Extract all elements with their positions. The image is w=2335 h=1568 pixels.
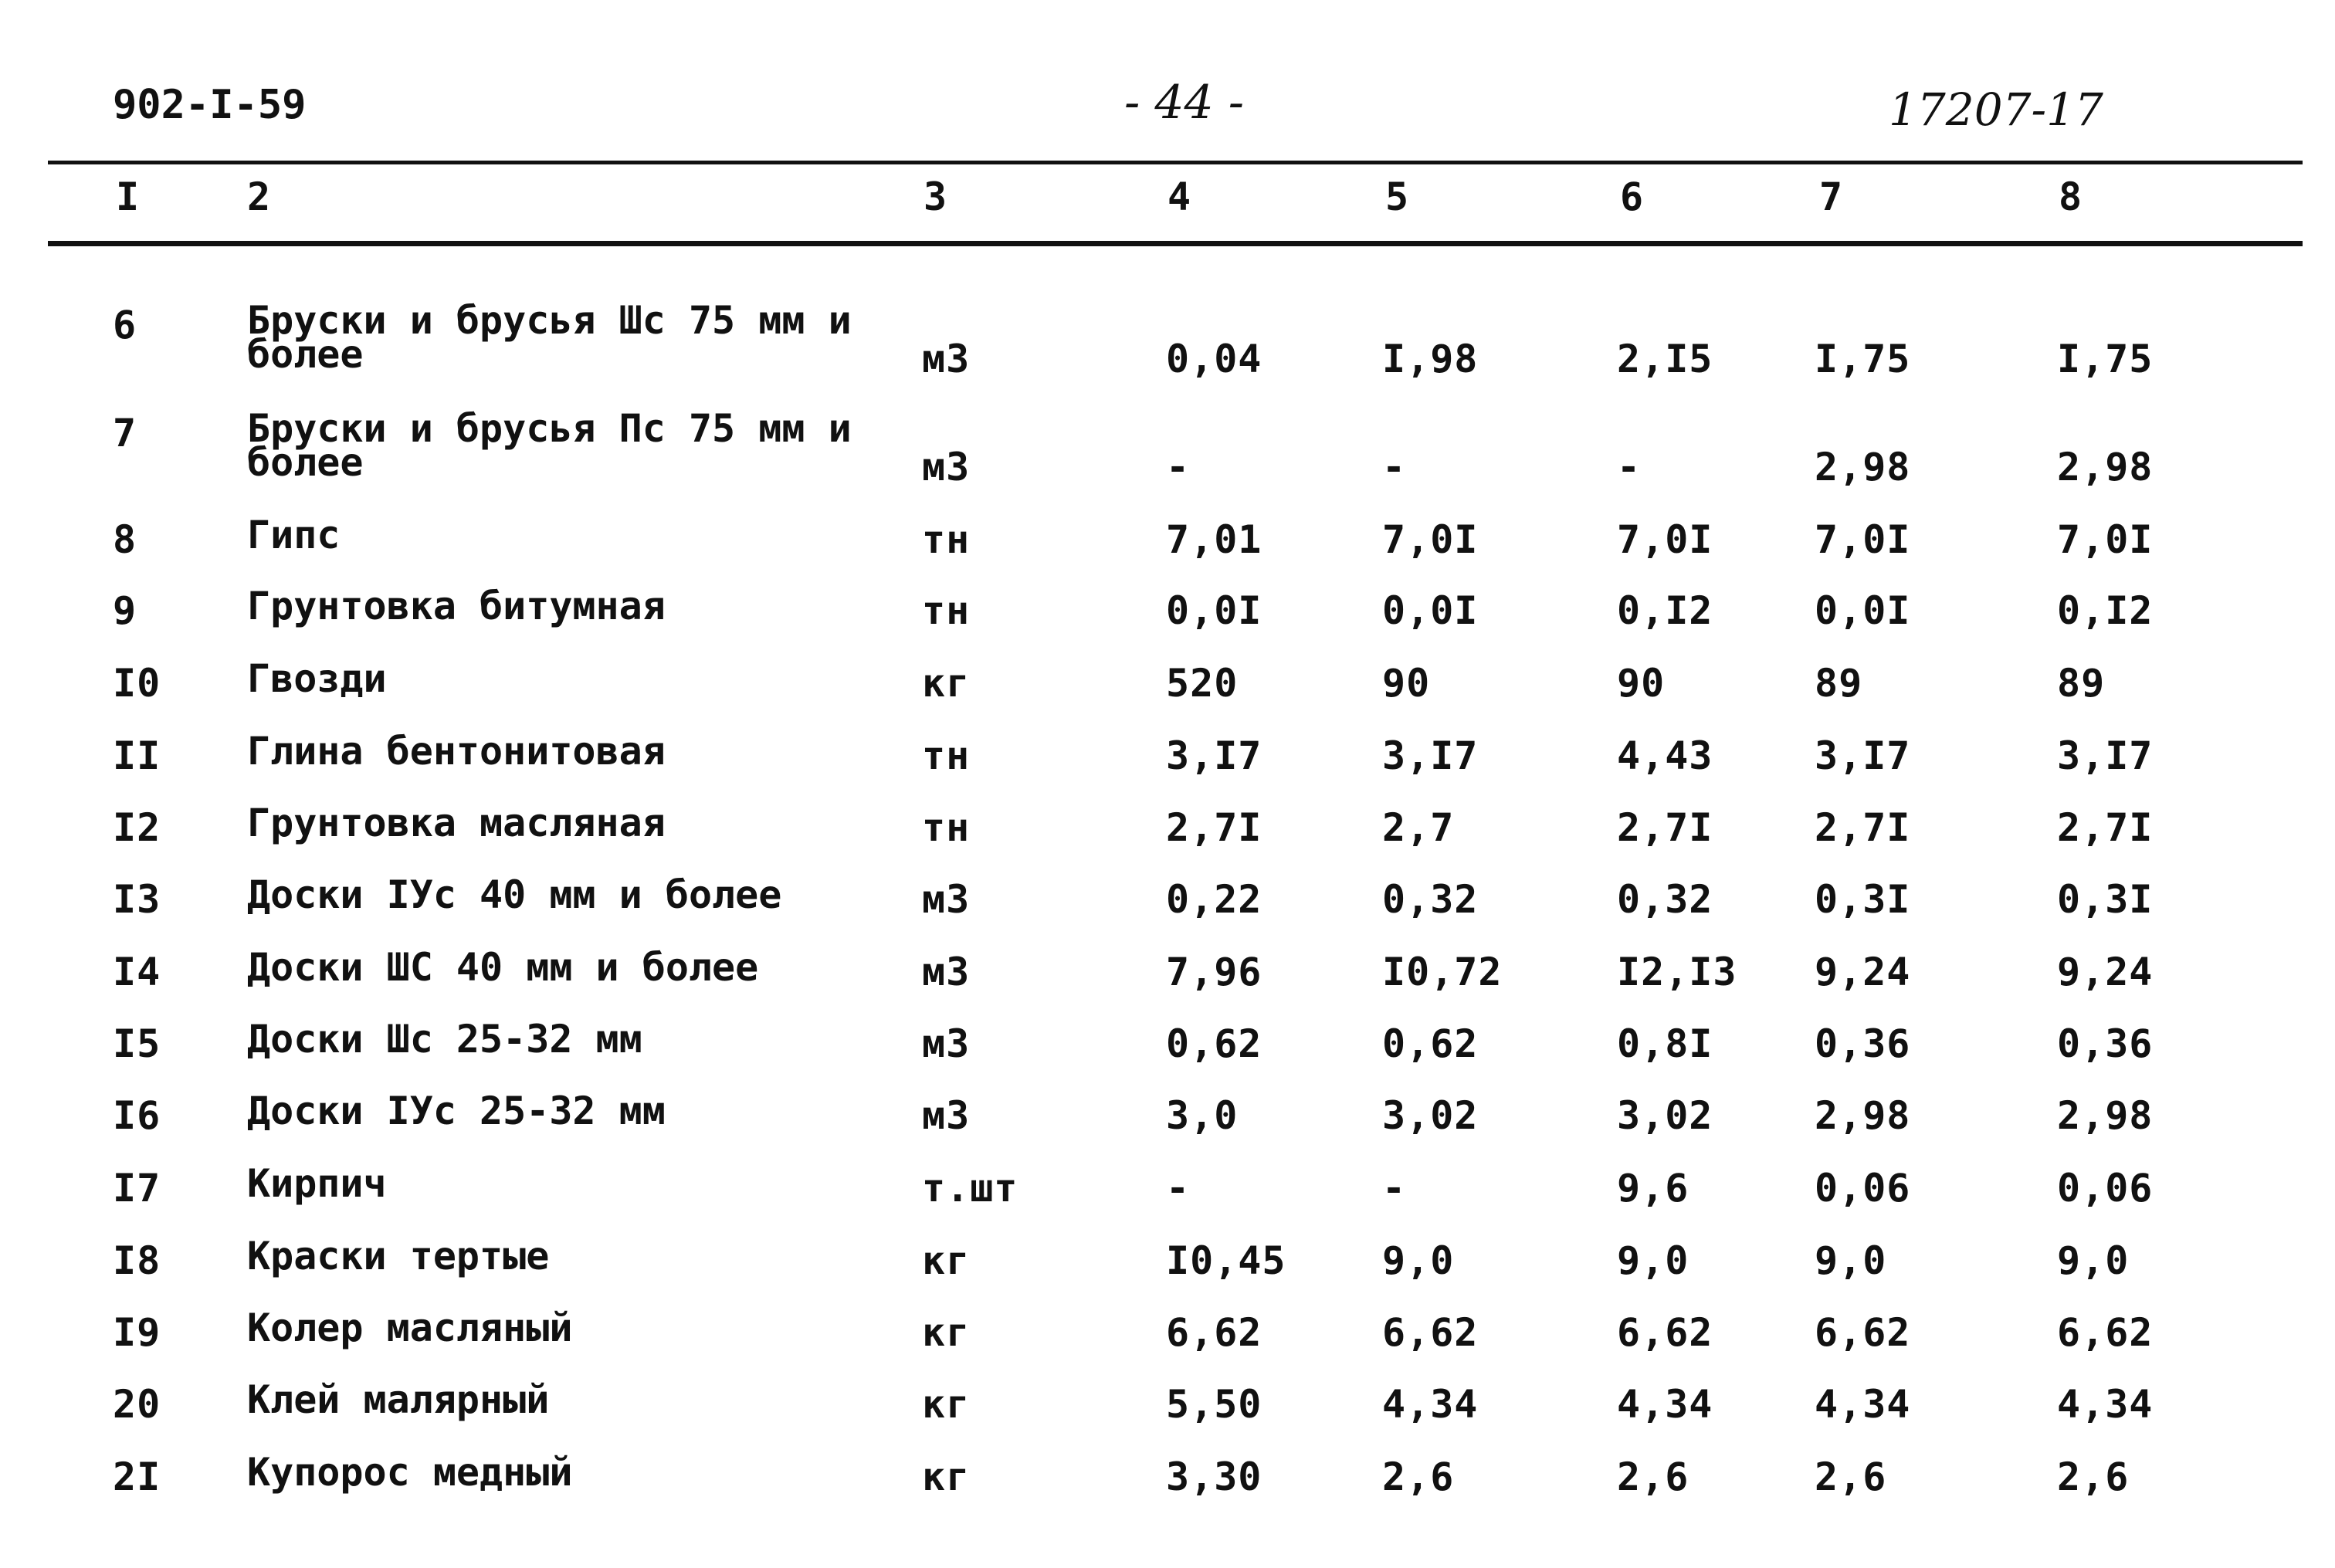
unit-cell: м3	[922, 1093, 971, 1138]
value-col-6: 0,32	[1617, 877, 1713, 922]
value-col-5: I,98	[1382, 337, 1479, 381]
value-col-4: 2,7I	[1166, 805, 1262, 850]
value-col-6: 9,6	[1617, 1166, 1689, 1211]
value-col-8: 3,I7	[2057, 733, 2154, 778]
material-name-continued: более	[247, 332, 364, 377]
unit-cell: т.шт	[922, 1166, 1018, 1211]
value-col-4: -	[1166, 445, 1191, 489]
value-col-8: 89	[2057, 661, 2106, 706]
value-col-5: I0,72	[1382, 950, 1503, 994]
value-col-5: 7,0I	[1382, 517, 1479, 562]
value-col-5: 0,62	[1382, 1021, 1479, 1066]
value-col-8: 2,7I	[2057, 805, 2154, 850]
value-col-7: 2,98	[1815, 1093, 1911, 1138]
row-number: 7	[113, 411, 137, 455]
value-col-7: 2,7I	[1815, 805, 1911, 850]
value-col-6: 2,6	[1617, 1455, 1689, 1499]
value-col-7: 2,6	[1815, 1455, 1887, 1499]
material-name: Грунтовка масляная	[247, 801, 666, 845]
value-col-6: 0,I2	[1617, 588, 1713, 633]
unit-cell: м3	[922, 337, 971, 381]
unit-cell: м3	[922, 445, 971, 489]
value-col-5: 3,02	[1382, 1093, 1479, 1138]
unit-cell: м3	[922, 950, 971, 994]
row-number: I9	[113, 1310, 161, 1355]
material-name: Бруски и брусья Пс 75 мм и	[247, 406, 852, 451]
value-col-8: 2,6	[2057, 1455, 2130, 1499]
unit-cell: тн	[922, 517, 971, 562]
page-number: - 44 -	[1124, 76, 1245, 130]
material-name: Грунтовка битумная	[247, 584, 666, 628]
value-col-7: 7,0I	[1815, 517, 1911, 562]
value-col-4: 5,50	[1166, 1382, 1262, 1427]
value-col-7: 0,36	[1815, 1021, 1911, 1066]
value-col-6: 7,0I	[1617, 517, 1713, 562]
value-col-7: 89	[1815, 661, 1863, 706]
material-name: Гвозди	[247, 656, 387, 701]
sheet-code: 17207-17	[1889, 83, 2103, 136]
value-col-7: 0,06	[1815, 1166, 1911, 1211]
material-name: Колер масляный	[247, 1306, 573, 1350]
material-name: Гипс	[247, 513, 341, 557]
unit-cell: тн	[922, 805, 971, 850]
value-col-8: 9,24	[2057, 950, 2154, 994]
column-header-5: 5	[1385, 174, 1409, 219]
row-number: I5	[113, 1021, 161, 1066]
material-name: Доски IУс 25-32 мм	[247, 1089, 666, 1133]
unit-cell: м3	[922, 1021, 971, 1066]
row-number: II	[113, 733, 161, 778]
column-header-8: 8	[2059, 174, 2083, 219]
value-col-7: 2,98	[1815, 445, 1911, 489]
value-col-7: 0,3I	[1815, 877, 1911, 922]
value-col-6: 90	[1617, 661, 1666, 706]
column-header-7: 7	[1819, 174, 1843, 219]
row-number: I2	[113, 805, 161, 850]
value-col-6: 3,02	[1617, 1093, 1713, 1138]
material-name-continued: более	[247, 440, 364, 485]
value-col-7: 0,0I	[1815, 588, 1911, 633]
value-col-4: 0,62	[1166, 1021, 1262, 1066]
value-col-4: I0,45	[1166, 1238, 1286, 1283]
value-col-4: 0,22	[1166, 877, 1262, 922]
value-col-5: 90	[1382, 661, 1431, 706]
value-col-4: -	[1166, 1166, 1191, 1211]
value-col-4: 520	[1166, 661, 1239, 706]
value-col-5: -	[1382, 1166, 1407, 1211]
column-header-4: 4	[1168, 174, 1191, 219]
value-col-4: 7,96	[1166, 950, 1262, 994]
row-number: I3	[113, 877, 161, 922]
value-col-4: 3,30	[1166, 1455, 1262, 1499]
table-top-rule	[48, 161, 2303, 164]
unit-cell: тн	[922, 733, 971, 778]
value-col-6: -	[1617, 445, 1642, 489]
value-col-5: 2,6	[1382, 1455, 1455, 1499]
value-col-7: 3,I7	[1815, 733, 1911, 778]
value-col-5: 0,0I	[1382, 588, 1479, 633]
unit-cell: м3	[922, 877, 971, 922]
unit-cell: кг	[922, 1382, 971, 1427]
value-col-4: 0,0I	[1166, 588, 1262, 633]
value-col-8: 0,06	[2057, 1166, 2154, 1211]
value-col-5: -	[1382, 445, 1407, 489]
value-col-7: 9,24	[1815, 950, 1911, 994]
value-col-8: 2,98	[2057, 445, 2154, 489]
value-col-7: I,75	[1815, 337, 1911, 381]
value-col-4: 7,01	[1166, 517, 1262, 562]
value-col-5: 4,34	[1382, 1382, 1479, 1427]
value-col-8: 2,98	[2057, 1093, 2154, 1138]
unit-cell: кг	[922, 1310, 971, 1355]
row-number: 20	[113, 1382, 161, 1427]
value-col-6: 6,62	[1617, 1310, 1713, 1355]
unit-cell: кг	[922, 661, 971, 706]
value-col-8: 7,0I	[2057, 517, 2154, 562]
value-col-4: 0,04	[1166, 337, 1262, 381]
value-col-4: 3,0	[1166, 1093, 1239, 1138]
value-col-8: I,75	[2057, 337, 2154, 381]
value-col-5: 9,0	[1382, 1238, 1455, 1283]
value-col-6: 4,34	[1617, 1382, 1713, 1427]
value-col-6: 2,I5	[1617, 337, 1713, 381]
value-col-6: I2,I3	[1617, 950, 1737, 994]
value-col-8: 0,3I	[2057, 877, 2154, 922]
value-col-7: 6,62	[1815, 1310, 1911, 1355]
doc-code: 902-I-59	[113, 82, 307, 128]
material-name: Доски IУс 40 мм и более	[247, 872, 782, 917]
value-col-5: 2,7	[1382, 805, 1455, 850]
value-col-6: 9,0	[1617, 1238, 1689, 1283]
value-col-7: 4,34	[1815, 1382, 1911, 1427]
row-number: I8	[113, 1238, 161, 1283]
column-header-1: I	[116, 174, 140, 219]
value-col-8: 9,0	[2057, 1238, 2130, 1283]
row-number: I4	[113, 950, 161, 994]
material-name: Краски тертые	[247, 1234, 550, 1278]
value-col-5: 6,62	[1382, 1310, 1479, 1355]
value-col-6: 2,7I	[1617, 805, 1713, 850]
material-name: Бруски и брусья Шс 75 мм и	[247, 298, 852, 343]
row-number: 8	[113, 517, 137, 562]
value-col-4: 6,62	[1166, 1310, 1262, 1355]
value-col-5: 0,32	[1382, 877, 1479, 922]
value-col-8: 0,36	[2057, 1021, 2154, 1066]
table-header-rule	[48, 241, 2303, 246]
value-col-8: 0,I2	[2057, 588, 2154, 633]
column-header-6: 6	[1620, 174, 1644, 219]
value-col-8: 6,62	[2057, 1310, 2154, 1355]
column-header-2: 2	[247, 174, 271, 219]
unit-cell: тн	[922, 588, 971, 633]
row-number: 2I	[113, 1455, 161, 1499]
value-col-8: 4,34	[2057, 1382, 2154, 1427]
unit-cell: кг	[922, 1238, 971, 1283]
material-name: Доски ШС 40 мм и более	[247, 945, 759, 990]
material-name: Купорос медный	[247, 1450, 573, 1495]
row-number: I6	[113, 1093, 161, 1138]
material-name: Доски Шс 25-32 мм	[247, 1017, 642, 1062]
material-name: Клей малярный	[247, 1377, 550, 1422]
row-number: 9	[113, 588, 137, 633]
unit-cell: кг	[922, 1455, 971, 1499]
value-col-7: 9,0	[1815, 1238, 1887, 1283]
row-number: 6	[113, 303, 137, 347]
value-col-6: 0,8I	[1617, 1021, 1713, 1066]
value-col-4: 3,I7	[1166, 733, 1262, 778]
material-name: Кирпич	[247, 1161, 387, 1206]
column-header-3: 3	[923, 174, 947, 219]
value-col-6: 4,43	[1617, 733, 1713, 778]
row-number: I0	[113, 661, 161, 706]
material-name: Глина бентонитовая	[247, 729, 666, 774]
value-col-5: 3,I7	[1382, 733, 1479, 778]
row-number: I7	[113, 1166, 161, 1211]
